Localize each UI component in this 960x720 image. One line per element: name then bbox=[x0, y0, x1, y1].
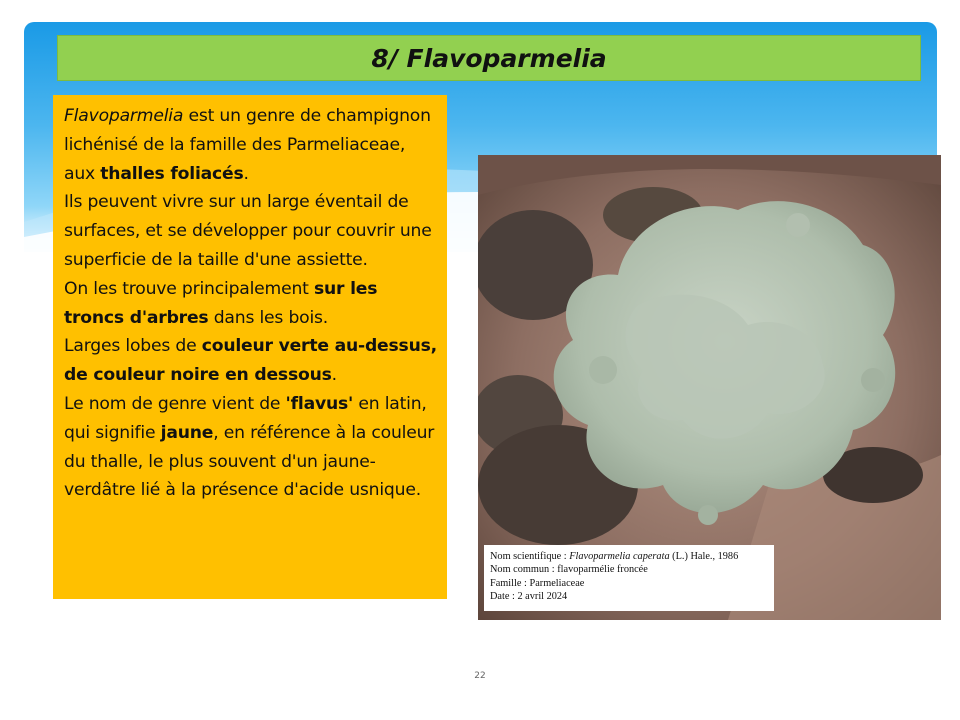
paragraph-habitat-size: Ils peuvent vivre sur un large éventail de surfaces, et se développer pour couvrir une superficie de la taille d'une assiette. bbox=[64, 192, 432, 270]
slide-title-bar bbox=[57, 35, 921, 81]
text-span: est un genre de champignon lichénisé de la famille des Parmeliaceae, aux bbox=[64, 106, 431, 184]
bold-span: 'flavus' bbox=[285, 393, 354, 414]
text-span: Nom scientifique : bbox=[490, 551, 570, 562]
caption-common-name: Nom commun : flavoparmélie froncée bbox=[490, 564, 648, 576]
text-span: Le nom de genre vient de bbox=[64, 393, 286, 414]
genus-name: Flavoparmelia bbox=[64, 106, 184, 126]
paragraph-etymology bbox=[64, 390, 439, 505]
text-span: On les trouve principalement bbox=[64, 278, 314, 299]
caption-family: Famille : Parmeliaceae bbox=[490, 577, 585, 589]
italic-span: Flavoparmelia caperata bbox=[569, 551, 670, 562]
paragraph-definition bbox=[64, 102, 439, 188]
photo-caption bbox=[484, 545, 774, 611]
text-span: Larges lobes de bbox=[64, 336, 202, 357]
bold-span: sur les troncs d'arbres bbox=[64, 278, 378, 328]
caption-scientific-name bbox=[490, 550, 768, 563]
paragraph-colors bbox=[64, 332, 439, 390]
caption-date: Date : 2 avril 2024 bbox=[490, 591, 568, 603]
text-span: en latin, qui signifie bbox=[64, 393, 427, 443]
page-number: 22 bbox=[474, 671, 486, 681]
text-span: (L.) Hale., 1986 bbox=[669, 551, 739, 562]
text-span: , en référence à la couleur du thalle, le plus souvent d'un jaune-verdâtre lié à la présence d'acide usnique. bbox=[64, 422, 435, 501]
description-text-box bbox=[53, 95, 447, 599]
bold-span: thalles foliacés bbox=[100, 163, 244, 184]
text-span: . bbox=[243, 163, 249, 184]
paragraph-location bbox=[64, 275, 439, 333]
slide-title: 8/ Flavoparmelia bbox=[371, 43, 607, 73]
text-span: . bbox=[331, 365, 337, 386]
bold-span: couleur verte au-dessus, de couleur noire en dessous bbox=[64, 336, 437, 386]
bold-span: jaune bbox=[160, 422, 214, 443]
text-span: dans les bois. bbox=[208, 307, 329, 328]
